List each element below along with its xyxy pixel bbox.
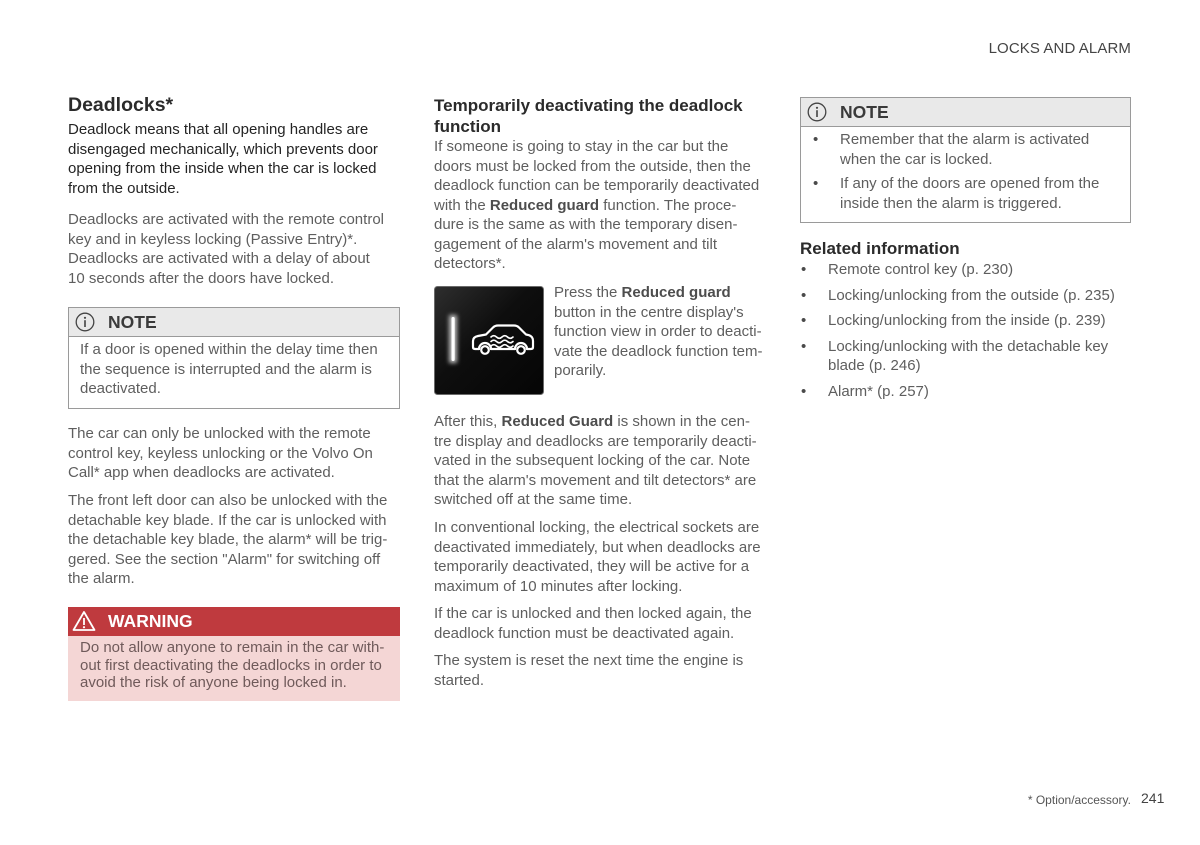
text-run: inside then the alarm is triggered. <box>840 194 1062 212</box>
text-run: from the outside. <box>68 179 180 197</box>
text-run: switched off at the same time. <box>434 491 633 508</box>
text-run: gered. See the section "Alarm" for switching off <box>68 550 381 568</box>
text-run: Locking/unlocking with the detachable key <box>828 337 1109 355</box>
text-run: out first deactivating the deadlocks in order to <box>80 656 382 674</box>
text-run: vated in the subsequent locking of the car. Note <box>434 452 751 469</box>
note-bullet-list <box>801 127 1130 213</box>
text-run: Locking/unlocking from the inside (p. 239) <box>828 312 1106 329</box>
text-line <box>434 176 759 196</box>
text-run: Do not allow anyone to remain in the car with- <box>80 639 385 656</box>
text-line <box>68 491 387 511</box>
text-line <box>434 538 761 558</box>
temporary-deactivation-paragraph <box>434 137 759 274</box>
subsection-heading <box>434 95 743 137</box>
warning-text <box>68 636 400 692</box>
text-line <box>68 424 373 444</box>
note-text <box>69 337 399 399</box>
list-item-text[interactable] <box>828 260 1115 280</box>
text-line <box>80 379 389 399</box>
text-line <box>434 432 757 452</box>
bullet-icon: • <box>801 261 807 278</box>
text-line <box>434 518 761 538</box>
text-run: started. <box>434 671 485 689</box>
text-line <box>68 179 378 199</box>
text-run: If the car is unlocked and then locked again, the <box>434 605 752 622</box>
bold-term: Reduced Guard <box>501 413 614 430</box>
text-run: when the car is locked. <box>840 150 993 168</box>
bullet-icon: • <box>801 286 807 304</box>
warning-title: WARNING <box>108 611 193 631</box>
text-run: maximum of 10 minutes after locking. <box>434 577 683 595</box>
bullet-icon: • <box>813 131 819 148</box>
text-run: If someone is going to stay in the car but the <box>434 138 729 155</box>
text-line <box>434 624 752 644</box>
related-link[interactable] <box>800 337 1115 376</box>
text-line <box>68 120 378 140</box>
bullet-icon: • <box>801 312 807 329</box>
text-run: Press the <box>554 284 622 301</box>
text-line <box>68 511 387 531</box>
sockets-paragraph <box>434 518 761 596</box>
active-indicator-bar <box>452 317 455 361</box>
section-header: LOCKS AND ALARM <box>988 40 1131 57</box>
text-run: control key, keyless unlocking or the Volvo On <box>68 444 373 462</box>
list-item-line <box>828 311 1115 331</box>
text-line <box>434 451 757 471</box>
note-box <box>800 97 1131 223</box>
text-line <box>434 95 743 116</box>
text-run: 10 seconds after the doors have locked. <box>68 269 335 287</box>
list-item-line <box>840 194 1130 214</box>
text-line <box>554 303 762 323</box>
key-blade-paragraph <box>68 491 387 589</box>
text-line <box>434 490 757 510</box>
text-run: gagement of the alarm's movement and tilt <box>434 235 718 253</box>
text-run: the detachable key blade, the alarm* will be trig- <box>68 531 388 548</box>
text-run: disengaged mechanically, which prevents door <box>68 140 378 158</box>
text-run: the sequence is interrupted and the alarm is <box>80 360 372 378</box>
text-run: Call* app when deadlocks are activated. <box>68 464 335 481</box>
text-run: Deadlocks are activated with the remote control <box>68 211 384 228</box>
text-run: The front left door can also be unlocked with the <box>68 492 388 509</box>
text-run: Deadlocks are activated with a delay of about <box>68 250 370 267</box>
intro-paragraph <box>68 120 378 198</box>
text-run: the alarm. <box>68 570 135 587</box>
list-item-line <box>828 260 1115 280</box>
text-line <box>554 361 762 381</box>
text-line <box>434 116 743 137</box>
text-run: Remember that the alarm is activated <box>840 131 1090 148</box>
activation-paragraph <box>68 210 384 288</box>
note-header <box>801 98 1130 127</box>
text-run: deactivated. <box>80 380 161 397</box>
note-box <box>68 307 400 409</box>
text-line <box>68 249 384 269</box>
text-run: with the <box>434 196 490 214</box>
note-title: NOTE <box>840 102 889 122</box>
list-item-text[interactable] <box>828 337 1115 376</box>
text-line <box>68 444 373 464</box>
text-line <box>80 639 390 657</box>
unlock-paragraph <box>68 424 373 483</box>
list-item-line <box>828 286 1115 306</box>
warning-header <box>68 607 400 636</box>
text-run: deadlock function must be deactivated again. <box>434 624 735 642</box>
text-run: porarily. <box>554 362 607 379</box>
text-line <box>80 657 390 675</box>
text-run: tre display and deadlocks are temporarily deacti- <box>434 432 757 450</box>
text-line <box>554 322 762 342</box>
related-information-list <box>800 260 1115 407</box>
text-run: deactivated immediately, but when deadlocks are <box>434 538 761 556</box>
text-run: function. The proce- <box>599 196 737 214</box>
text-run: is shown in the cen- <box>613 413 750 430</box>
list-item-text <box>840 174 1130 213</box>
text-run: doors must be locked from the outside, then the <box>434 157 751 175</box>
text-line <box>68 550 387 570</box>
list-item-line <box>828 382 1115 402</box>
text-line <box>68 230 384 250</box>
bullet-icon: • <box>801 337 807 355</box>
bold-term: Reduced guard <box>489 196 600 214</box>
reset-paragraph <box>434 651 743 690</box>
related-link[interactable] <box>800 260 1115 280</box>
text-line <box>434 254 759 274</box>
text-run: blade (p. 246) <box>828 357 921 374</box>
text-line <box>554 342 762 362</box>
warning-box <box>68 607 400 701</box>
text-line <box>434 651 743 671</box>
text-run: Deadlock means that all opening handles are <box>68 121 369 138</box>
bullet-icon: • <box>813 175 819 192</box>
reduced-guard-button-image <box>434 286 544 395</box>
related-link[interactable] <box>800 286 1115 306</box>
list-item-text <box>840 130 1130 169</box>
text-line <box>434 412 757 432</box>
text-run: button in the centre display's <box>554 303 744 321</box>
text-line <box>68 530 387 550</box>
related-link[interactable] <box>800 382 1115 402</box>
text-run: Alarm* (p. 257) <box>828 382 929 400</box>
list-item-line <box>840 174 1130 194</box>
text-run: Locking/unlocking from the outside (p. 235) <box>828 286 1115 304</box>
text-run: function <box>434 117 502 136</box>
text-run: After this, <box>434 413 502 430</box>
footnote: * Option/accessory. <box>1027 793 1131 807</box>
text-line <box>80 360 389 380</box>
note-list-item <box>801 174 1130 213</box>
text-line <box>434 215 759 235</box>
text-line <box>68 210 384 230</box>
relock-paragraph <box>434 604 752 643</box>
text-run: key and in keyless locking (Passive Entry)*. <box>68 230 358 248</box>
list-item-text[interactable] <box>828 382 1115 402</box>
bullet-icon: • <box>801 382 807 400</box>
text-line <box>434 235 759 255</box>
after-paragraph <box>434 412 757 510</box>
text-run: vate the deadlock function tem- <box>554 342 763 360</box>
text-run: The system is reset the next time the engine is <box>434 652 744 669</box>
text-line <box>68 569 387 589</box>
note-list-item <box>801 130 1130 169</box>
text-line <box>434 137 759 157</box>
text-run: If any of the doors are opened from the <box>840 175 1100 192</box>
text-run: In conventional locking, the electrical sockets are <box>434 519 760 536</box>
info-icon <box>75 312 95 332</box>
bold-term: Reduced guard <box>621 284 731 301</box>
text-line <box>68 463 373 483</box>
list-item-text[interactable] <box>828 311 1115 331</box>
list-item-text[interactable] <box>828 286 1115 306</box>
text-line <box>434 557 761 577</box>
text-run: that the alarm's movement and tilt detectors* are <box>434 471 757 489</box>
text-run: detachable key blade. If the car is unlocked with <box>68 511 387 529</box>
text-line <box>434 577 761 597</box>
list-item-line <box>828 356 1115 376</box>
text-run: Temporarily deactivating the deadlock <box>434 96 743 115</box>
text-line <box>434 671 743 691</box>
related-link[interactable] <box>800 311 1115 331</box>
text-run: avoid the risk of anyone being locked in. <box>80 674 347 691</box>
list-item-line <box>840 130 1130 150</box>
text-run: temporarily deactivated, they will be active for a <box>434 558 750 575</box>
page-number: 241 <box>1141 790 1165 806</box>
note-header <box>69 308 399 337</box>
text-line <box>434 604 752 624</box>
text-run: If a door is opened within the delay time then <box>80 341 378 358</box>
text-run: function view in order to deacti- <box>554 323 762 340</box>
note-title: NOTE <box>108 312 157 332</box>
text-run: The car can only be unlocked with the remote <box>68 425 371 442</box>
info-icon <box>807 102 827 122</box>
related-information-heading: Related information <box>800 239 960 258</box>
text-line <box>68 269 384 289</box>
list-item-line <box>828 337 1115 357</box>
text-line <box>434 157 759 177</box>
text-line <box>80 674 390 692</box>
text-run: opening from the inside when the car is locked <box>68 160 377 177</box>
button-caption <box>554 283 762 381</box>
text-line <box>68 140 378 160</box>
section-heading: Deadlocks* <box>68 94 174 116</box>
text-line <box>434 196 759 216</box>
text-line <box>80 340 389 360</box>
text-run: detectors*. <box>434 255 506 272</box>
text-line <box>554 283 762 303</box>
warning-triangle-icon <box>72 610 96 632</box>
list-item-line <box>840 150 1130 170</box>
text-run: deadlock function can be temporarily deactivated <box>434 177 760 194</box>
text-run: Remote control key (p. 230) <box>828 261 1014 278</box>
text-line <box>434 471 757 491</box>
text-line <box>68 159 378 179</box>
text-run: dure is the same as with the temporary disen- <box>434 216 738 233</box>
